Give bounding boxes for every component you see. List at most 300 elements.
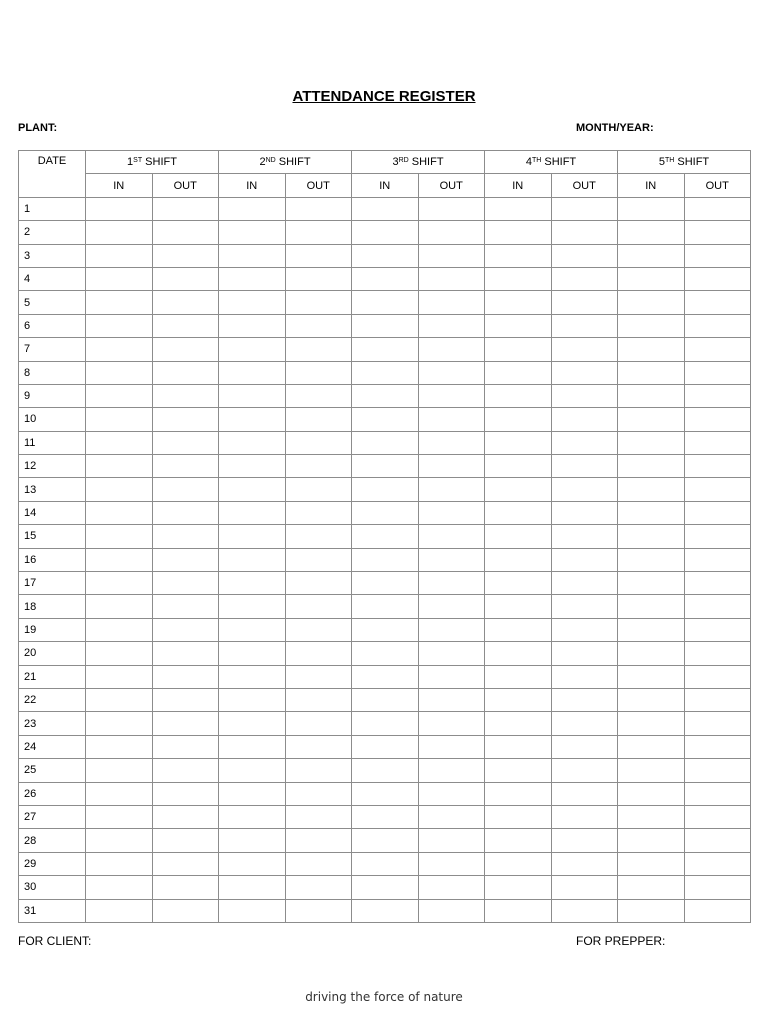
shift-2-out-cell[interactable] — [285, 852, 352, 875]
shift-4-in-cell[interactable] — [485, 314, 552, 337]
shift-5-in-cell[interactable] — [618, 501, 685, 524]
shift-2-out-cell[interactable] — [285, 735, 352, 758]
shift-3-in-cell[interactable] — [352, 829, 419, 852]
shift-3-in-cell[interactable] — [352, 408, 419, 431]
shift-1-in-cell[interactable] — [86, 829, 153, 852]
shift-2-out-cell[interactable] — [285, 572, 352, 595]
shift-4-out-cell[interactable] — [551, 291, 618, 314]
shift-2-in-cell[interactable] — [219, 618, 286, 641]
shift-3-in-cell[interactable] — [352, 899, 419, 922]
shift-1-out-cell[interactable] — [152, 361, 219, 384]
shift-5-in-cell[interactable] — [618, 197, 685, 220]
shift-3-in-cell[interactable] — [352, 876, 419, 899]
shift-2-in-cell[interactable] — [219, 431, 286, 454]
shift-4-in-cell[interactable] — [485, 782, 552, 805]
shift-2-in-cell[interactable] — [219, 455, 286, 478]
shift-5-out-cell[interactable] — [684, 876, 751, 899]
shift-5-out-cell[interactable] — [684, 595, 751, 618]
shift-5-out-cell[interactable] — [684, 688, 751, 711]
shift-5-out-cell[interactable] — [684, 618, 751, 641]
shift-1-out-cell[interactable] — [152, 338, 219, 361]
shift-5-in-cell[interactable] — [618, 314, 685, 337]
shift-5-in-cell[interactable] — [618, 455, 685, 478]
shift-5-in-cell[interactable] — [618, 478, 685, 501]
shift-1-out-cell[interactable] — [152, 384, 219, 407]
shift-4-in-cell[interactable] — [485, 408, 552, 431]
shift-2-out-cell[interactable] — [285, 431, 352, 454]
shift-5-out-cell[interactable] — [684, 852, 751, 875]
shift-1-in-cell[interactable] — [86, 244, 153, 267]
shift-2-in-cell[interactable] — [219, 759, 286, 782]
shift-3-out-cell[interactable] — [418, 291, 485, 314]
shift-2-out-cell[interactable] — [285, 829, 352, 852]
shift-1-in-cell[interactable] — [86, 852, 153, 875]
shift-1-in-cell[interactable] — [86, 595, 153, 618]
shift-3-out-cell[interactable] — [418, 595, 485, 618]
shift-4-in-cell[interactable] — [485, 829, 552, 852]
shift-4-out-cell[interactable] — [551, 338, 618, 361]
shift-5-out-cell[interactable] — [684, 525, 751, 548]
shift-2-in-cell[interactable] — [219, 338, 286, 361]
shift-1-in-cell[interactable] — [86, 478, 153, 501]
shift-5-in-cell[interactable] — [618, 572, 685, 595]
shift-3-in-cell[interactable] — [352, 197, 419, 220]
shift-4-in-cell[interactable] — [485, 876, 552, 899]
shift-2-in-cell[interactable] — [219, 876, 286, 899]
shift-5-in-cell[interactable] — [618, 361, 685, 384]
shift-2-in-cell[interactable] — [219, 805, 286, 828]
shift-5-in-cell[interactable] — [618, 782, 685, 805]
shift-1-in-cell[interactable] — [86, 267, 153, 290]
shift-2-out-cell[interactable] — [285, 197, 352, 220]
shift-3-in-cell[interactable] — [352, 572, 419, 595]
shift-2-out-cell[interactable] — [285, 455, 352, 478]
shift-2-out-cell[interactable] — [285, 805, 352, 828]
shift-3-in-cell[interactable] — [352, 455, 419, 478]
shift-2-in-cell[interactable] — [219, 782, 286, 805]
shift-1-out-cell[interactable] — [152, 244, 219, 267]
shift-5-in-cell[interactable] — [618, 384, 685, 407]
shift-2-out-cell[interactable] — [285, 314, 352, 337]
shift-1-in-cell[interactable] — [86, 876, 153, 899]
shift-2-in-cell[interactable] — [219, 829, 286, 852]
shift-1-in-cell[interactable] — [86, 338, 153, 361]
shift-3-in-cell[interactable] — [352, 221, 419, 244]
shift-4-in-cell[interactable] — [485, 384, 552, 407]
shift-4-in-cell[interactable] — [485, 595, 552, 618]
shift-4-out-cell[interactable] — [551, 712, 618, 735]
shift-1-in-cell[interactable] — [86, 572, 153, 595]
shift-1-in-cell[interactable] — [86, 291, 153, 314]
shift-3-out-cell[interactable] — [418, 548, 485, 571]
shift-4-out-cell[interactable] — [551, 525, 618, 548]
shift-4-in-cell[interactable] — [485, 501, 552, 524]
shift-3-in-cell[interactable] — [352, 314, 419, 337]
shift-4-in-cell[interactable] — [485, 805, 552, 828]
shift-2-out-cell[interactable] — [285, 759, 352, 782]
shift-2-in-cell[interactable] — [219, 688, 286, 711]
shift-4-out-cell[interactable] — [551, 455, 618, 478]
shift-2-in-cell[interactable] — [219, 595, 286, 618]
shift-5-in-cell[interactable] — [618, 525, 685, 548]
shift-2-in-cell[interactable] — [219, 197, 286, 220]
shift-4-in-cell[interactable] — [485, 759, 552, 782]
shift-3-in-cell[interactable] — [352, 642, 419, 665]
shift-3-in-cell[interactable] — [352, 501, 419, 524]
shift-2-out-cell[interactable] — [285, 876, 352, 899]
shift-2-in-cell[interactable] — [219, 712, 286, 735]
shift-3-in-cell[interactable] — [352, 431, 419, 454]
shift-1-out-cell[interactable] — [152, 829, 219, 852]
shift-5-out-cell[interactable] — [684, 455, 751, 478]
shift-5-in-cell[interactable] — [618, 876, 685, 899]
shift-5-in-cell[interactable] — [618, 595, 685, 618]
shift-2-out-cell[interactable] — [285, 291, 352, 314]
shift-4-in-cell[interactable] — [485, 665, 552, 688]
shift-4-in-cell[interactable] — [485, 291, 552, 314]
shift-3-out-cell[interactable] — [418, 665, 485, 688]
shift-5-in-cell[interactable] — [618, 805, 685, 828]
shift-5-out-cell[interactable] — [684, 548, 751, 571]
shift-1-in-cell[interactable] — [86, 384, 153, 407]
shift-5-out-cell[interactable] — [684, 782, 751, 805]
shift-1-in-cell[interactable] — [86, 314, 153, 337]
shift-5-out-cell[interactable] — [684, 408, 751, 431]
shift-2-out-cell[interactable] — [285, 712, 352, 735]
shift-4-in-cell[interactable] — [485, 338, 552, 361]
shift-3-out-cell[interactable] — [418, 431, 485, 454]
shift-3-in-cell[interactable] — [352, 478, 419, 501]
shift-1-out-cell[interactable] — [152, 782, 219, 805]
shift-1-out-cell[interactable] — [152, 267, 219, 290]
shift-1-in-cell[interactable] — [86, 642, 153, 665]
shift-2-out-cell[interactable] — [285, 782, 352, 805]
shift-4-out-cell[interactable] — [551, 642, 618, 665]
shift-3-out-cell[interactable] — [418, 712, 485, 735]
shift-1-out-cell[interactable] — [152, 478, 219, 501]
shift-1-out-cell[interactable] — [152, 642, 219, 665]
shift-1-out-cell[interactable] — [152, 712, 219, 735]
shift-5-out-cell[interactable] — [684, 267, 751, 290]
shift-2-in-cell[interactable] — [219, 361, 286, 384]
shift-5-in-cell[interactable] — [618, 548, 685, 571]
shift-3-out-cell[interactable] — [418, 361, 485, 384]
shift-4-out-cell[interactable] — [551, 478, 618, 501]
shift-3-in-cell[interactable] — [352, 244, 419, 267]
shift-2-in-cell[interactable] — [219, 221, 286, 244]
shift-2-in-cell[interactable] — [219, 899, 286, 922]
shift-4-in-cell[interactable] — [485, 525, 552, 548]
shift-3-out-cell[interactable] — [418, 197, 485, 220]
shift-4-in-cell[interactable] — [485, 455, 552, 478]
shift-5-in-cell[interactable] — [618, 899, 685, 922]
shift-1-out-cell[interactable] — [152, 548, 219, 571]
shift-2-out-cell[interactable] — [285, 642, 352, 665]
shift-1-out-cell[interactable] — [152, 899, 219, 922]
shift-2-out-cell[interactable] — [285, 501, 352, 524]
shift-2-in-cell[interactable] — [219, 501, 286, 524]
shift-5-out-cell[interactable] — [684, 221, 751, 244]
shift-1-out-cell[interactable] — [152, 455, 219, 478]
shift-3-in-cell[interactable] — [352, 361, 419, 384]
shift-1-out-cell[interactable] — [152, 805, 219, 828]
shift-5-in-cell[interactable] — [618, 267, 685, 290]
shift-4-in-cell[interactable] — [485, 267, 552, 290]
shift-1-out-cell[interactable] — [152, 431, 219, 454]
shift-4-out-cell[interactable] — [551, 829, 618, 852]
shift-1-out-cell[interactable] — [152, 735, 219, 758]
shift-3-out-cell[interactable] — [418, 478, 485, 501]
shift-4-out-cell[interactable] — [551, 759, 618, 782]
shift-4-in-cell[interactable] — [485, 478, 552, 501]
shift-1-out-cell[interactable] — [152, 572, 219, 595]
shift-4-out-cell[interactable] — [551, 408, 618, 431]
shift-3-in-cell[interactable] — [352, 688, 419, 711]
shift-3-in-cell[interactable] — [352, 291, 419, 314]
shift-4-out-cell[interactable] — [551, 548, 618, 571]
shift-5-in-cell[interactable] — [618, 829, 685, 852]
shift-2-in-cell[interactable] — [219, 267, 286, 290]
shift-4-in-cell[interactable] — [485, 572, 552, 595]
shift-3-out-cell[interactable] — [418, 829, 485, 852]
shift-4-out-cell[interactable] — [551, 688, 618, 711]
shift-1-in-cell[interactable] — [86, 361, 153, 384]
shift-3-out-cell[interactable] — [418, 618, 485, 641]
shift-3-in-cell[interactable] — [352, 665, 419, 688]
shift-2-in-cell[interactable] — [219, 525, 286, 548]
shift-3-out-cell[interactable] — [418, 876, 485, 899]
shift-5-in-cell[interactable] — [618, 408, 685, 431]
shift-4-in-cell[interactable] — [485, 197, 552, 220]
shift-4-in-cell[interactable] — [485, 361, 552, 384]
shift-1-in-cell[interactable] — [86, 899, 153, 922]
shift-1-in-cell[interactable] — [86, 805, 153, 828]
shift-3-out-cell[interactable] — [418, 525, 485, 548]
shift-1-in-cell[interactable] — [86, 618, 153, 641]
shift-3-out-cell[interactable] — [418, 899, 485, 922]
shift-5-out-cell[interactable] — [684, 899, 751, 922]
shift-1-in-cell[interactable] — [86, 548, 153, 571]
shift-4-in-cell[interactable] — [485, 735, 552, 758]
shift-1-out-cell[interactable] — [152, 595, 219, 618]
shift-1-out-cell[interactable] — [152, 221, 219, 244]
shift-1-in-cell[interactable] — [86, 501, 153, 524]
shift-1-out-cell[interactable] — [152, 314, 219, 337]
shift-2-out-cell[interactable] — [285, 899, 352, 922]
shift-2-in-cell[interactable] — [219, 642, 286, 665]
shift-5-out-cell[interactable] — [684, 642, 751, 665]
shift-4-out-cell[interactable] — [551, 805, 618, 828]
shift-3-in-cell[interactable] — [352, 525, 419, 548]
shift-5-out-cell[interactable] — [684, 361, 751, 384]
shift-5-in-cell[interactable] — [618, 221, 685, 244]
shift-5-out-cell[interactable] — [684, 291, 751, 314]
shift-4-in-cell[interactable] — [485, 712, 552, 735]
shift-3-out-cell[interactable] — [418, 455, 485, 478]
shift-2-out-cell[interactable] — [285, 361, 352, 384]
shift-3-in-cell[interactable] — [352, 618, 419, 641]
shift-5-out-cell[interactable] — [684, 735, 751, 758]
shift-2-in-cell[interactable] — [219, 291, 286, 314]
shift-1-out-cell[interactable] — [152, 291, 219, 314]
shift-5-in-cell[interactable] — [618, 759, 685, 782]
shift-2-out-cell[interactable] — [285, 478, 352, 501]
shift-2-out-cell[interactable] — [285, 221, 352, 244]
shift-4-out-cell[interactable] — [551, 876, 618, 899]
shift-2-out-cell[interactable] — [285, 665, 352, 688]
shift-1-in-cell[interactable] — [86, 735, 153, 758]
shift-5-in-cell[interactable] — [618, 291, 685, 314]
shift-2-out-cell[interactable] — [285, 595, 352, 618]
shift-1-in-cell[interactable] — [86, 525, 153, 548]
shift-1-out-cell[interactable] — [152, 197, 219, 220]
shift-5-out-cell[interactable] — [684, 478, 751, 501]
shift-5-out-cell[interactable] — [684, 197, 751, 220]
shift-1-in-cell[interactable] — [86, 712, 153, 735]
shift-3-in-cell[interactable] — [352, 712, 419, 735]
shift-5-out-cell[interactable] — [684, 314, 751, 337]
shift-2-in-cell[interactable] — [219, 384, 286, 407]
shift-5-out-cell[interactable] — [684, 665, 751, 688]
shift-2-in-cell[interactable] — [219, 735, 286, 758]
shift-4-out-cell[interactable] — [551, 314, 618, 337]
shift-2-in-cell[interactable] — [219, 478, 286, 501]
shift-1-out-cell[interactable] — [152, 618, 219, 641]
shift-3-out-cell[interactable] — [418, 805, 485, 828]
shift-1-in-cell[interactable] — [86, 688, 153, 711]
shift-5-in-cell[interactable] — [618, 642, 685, 665]
shift-3-in-cell[interactable] — [352, 595, 419, 618]
shift-2-out-cell[interactable] — [285, 548, 352, 571]
shift-4-out-cell[interactable] — [551, 501, 618, 524]
shift-4-out-cell[interactable] — [551, 197, 618, 220]
shift-5-out-cell[interactable] — [684, 712, 751, 735]
shift-3-out-cell[interactable] — [418, 852, 485, 875]
shift-5-in-cell[interactable] — [618, 244, 685, 267]
shift-2-out-cell[interactable] — [285, 525, 352, 548]
shift-1-in-cell[interactable] — [86, 665, 153, 688]
shift-1-in-cell[interactable] — [86, 759, 153, 782]
shift-4-out-cell[interactable] — [551, 735, 618, 758]
shift-1-out-cell[interactable] — [152, 876, 219, 899]
shift-1-in-cell[interactable] — [86, 782, 153, 805]
shift-2-in-cell[interactable] — [219, 244, 286, 267]
shift-3-out-cell[interactable] — [418, 267, 485, 290]
shift-3-in-cell[interactable] — [352, 805, 419, 828]
shift-4-out-cell[interactable] — [551, 431, 618, 454]
shift-5-in-cell[interactable] — [618, 712, 685, 735]
shift-2-out-cell[interactable] — [285, 244, 352, 267]
shift-2-in-cell[interactable] — [219, 548, 286, 571]
shift-3-out-cell[interactable] — [418, 572, 485, 595]
shift-5-out-cell[interactable] — [684, 829, 751, 852]
shift-2-in-cell[interactable] — [219, 852, 286, 875]
shift-1-in-cell[interactable] — [86, 455, 153, 478]
shift-4-in-cell[interactable] — [485, 899, 552, 922]
shift-2-in-cell[interactable] — [219, 572, 286, 595]
shift-4-in-cell[interactable] — [485, 244, 552, 267]
shift-3-out-cell[interactable] — [418, 688, 485, 711]
shift-5-out-cell[interactable] — [684, 572, 751, 595]
shift-4-in-cell[interactable] — [485, 618, 552, 641]
shift-5-in-cell[interactable] — [618, 338, 685, 361]
shift-3-out-cell[interactable] — [418, 642, 485, 665]
shift-1-in-cell[interactable] — [86, 431, 153, 454]
shift-3-out-cell[interactable] — [418, 782, 485, 805]
shift-4-out-cell[interactable] — [551, 572, 618, 595]
shift-1-out-cell[interactable] — [152, 525, 219, 548]
shift-3-out-cell[interactable] — [418, 384, 485, 407]
shift-4-out-cell[interactable] — [551, 618, 618, 641]
shift-2-out-cell[interactable] — [285, 338, 352, 361]
shift-4-in-cell[interactable] — [485, 548, 552, 571]
shift-1-in-cell[interactable] — [86, 197, 153, 220]
shift-2-out-cell[interactable] — [285, 688, 352, 711]
shift-1-in-cell[interactable] — [86, 221, 153, 244]
shift-5-out-cell[interactable] — [684, 501, 751, 524]
shift-4-out-cell[interactable] — [551, 221, 618, 244]
shift-3-in-cell[interactable] — [352, 267, 419, 290]
shift-4-out-cell[interactable] — [551, 665, 618, 688]
shift-4-out-cell[interactable] — [551, 244, 618, 267]
shift-3-out-cell[interactable] — [418, 244, 485, 267]
shift-2-out-cell[interactable] — [285, 384, 352, 407]
shift-5-out-cell[interactable] — [684, 431, 751, 454]
shift-5-in-cell[interactable] — [618, 431, 685, 454]
shift-3-out-cell[interactable] — [418, 735, 485, 758]
shift-3-out-cell[interactable] — [418, 221, 485, 244]
shift-3-in-cell[interactable] — [352, 782, 419, 805]
shift-5-in-cell[interactable] — [618, 618, 685, 641]
shift-2-out-cell[interactable] — [285, 267, 352, 290]
shift-1-out-cell[interactable] — [152, 408, 219, 431]
shift-1-out-cell[interactable] — [152, 759, 219, 782]
shift-5-out-cell[interactable] — [684, 759, 751, 782]
shift-5-in-cell[interactable] — [618, 852, 685, 875]
shift-5-out-cell[interactable] — [684, 244, 751, 267]
shift-4-out-cell[interactable] — [551, 782, 618, 805]
shift-4-out-cell[interactable] — [551, 899, 618, 922]
shift-3-out-cell[interactable] — [418, 408, 485, 431]
shift-3-in-cell[interactable] — [352, 852, 419, 875]
shift-4-out-cell[interactable] — [551, 361, 618, 384]
shift-3-in-cell[interactable] — [352, 735, 419, 758]
shift-2-out-cell[interactable] — [285, 408, 352, 431]
shift-5-in-cell[interactable] — [618, 665, 685, 688]
shift-1-out-cell[interactable] — [152, 852, 219, 875]
shift-4-in-cell[interactable] — [485, 852, 552, 875]
shift-2-in-cell[interactable] — [219, 408, 286, 431]
shift-4-out-cell[interactable] — [551, 267, 618, 290]
shift-5-out-cell[interactable] — [684, 805, 751, 828]
shift-3-in-cell[interactable] — [352, 548, 419, 571]
shift-2-in-cell[interactable] — [219, 665, 286, 688]
shift-3-out-cell[interactable] — [418, 759, 485, 782]
shift-1-out-cell[interactable] — [152, 665, 219, 688]
shift-1-out-cell[interactable] — [152, 688, 219, 711]
shift-4-in-cell[interactable] — [485, 431, 552, 454]
shift-1-in-cell[interactable] — [86, 408, 153, 431]
shift-3-out-cell[interactable] — [418, 338, 485, 361]
shift-3-in-cell[interactable] — [352, 384, 419, 407]
shift-5-in-cell[interactable] — [618, 688, 685, 711]
shift-3-out-cell[interactable] — [418, 314, 485, 337]
shift-4-in-cell[interactable] — [485, 221, 552, 244]
shift-5-in-cell[interactable] — [618, 735, 685, 758]
shift-4-out-cell[interactable] — [551, 384, 618, 407]
shift-2-in-cell[interactable] — [219, 314, 286, 337]
shift-4-out-cell[interactable] — [551, 595, 618, 618]
